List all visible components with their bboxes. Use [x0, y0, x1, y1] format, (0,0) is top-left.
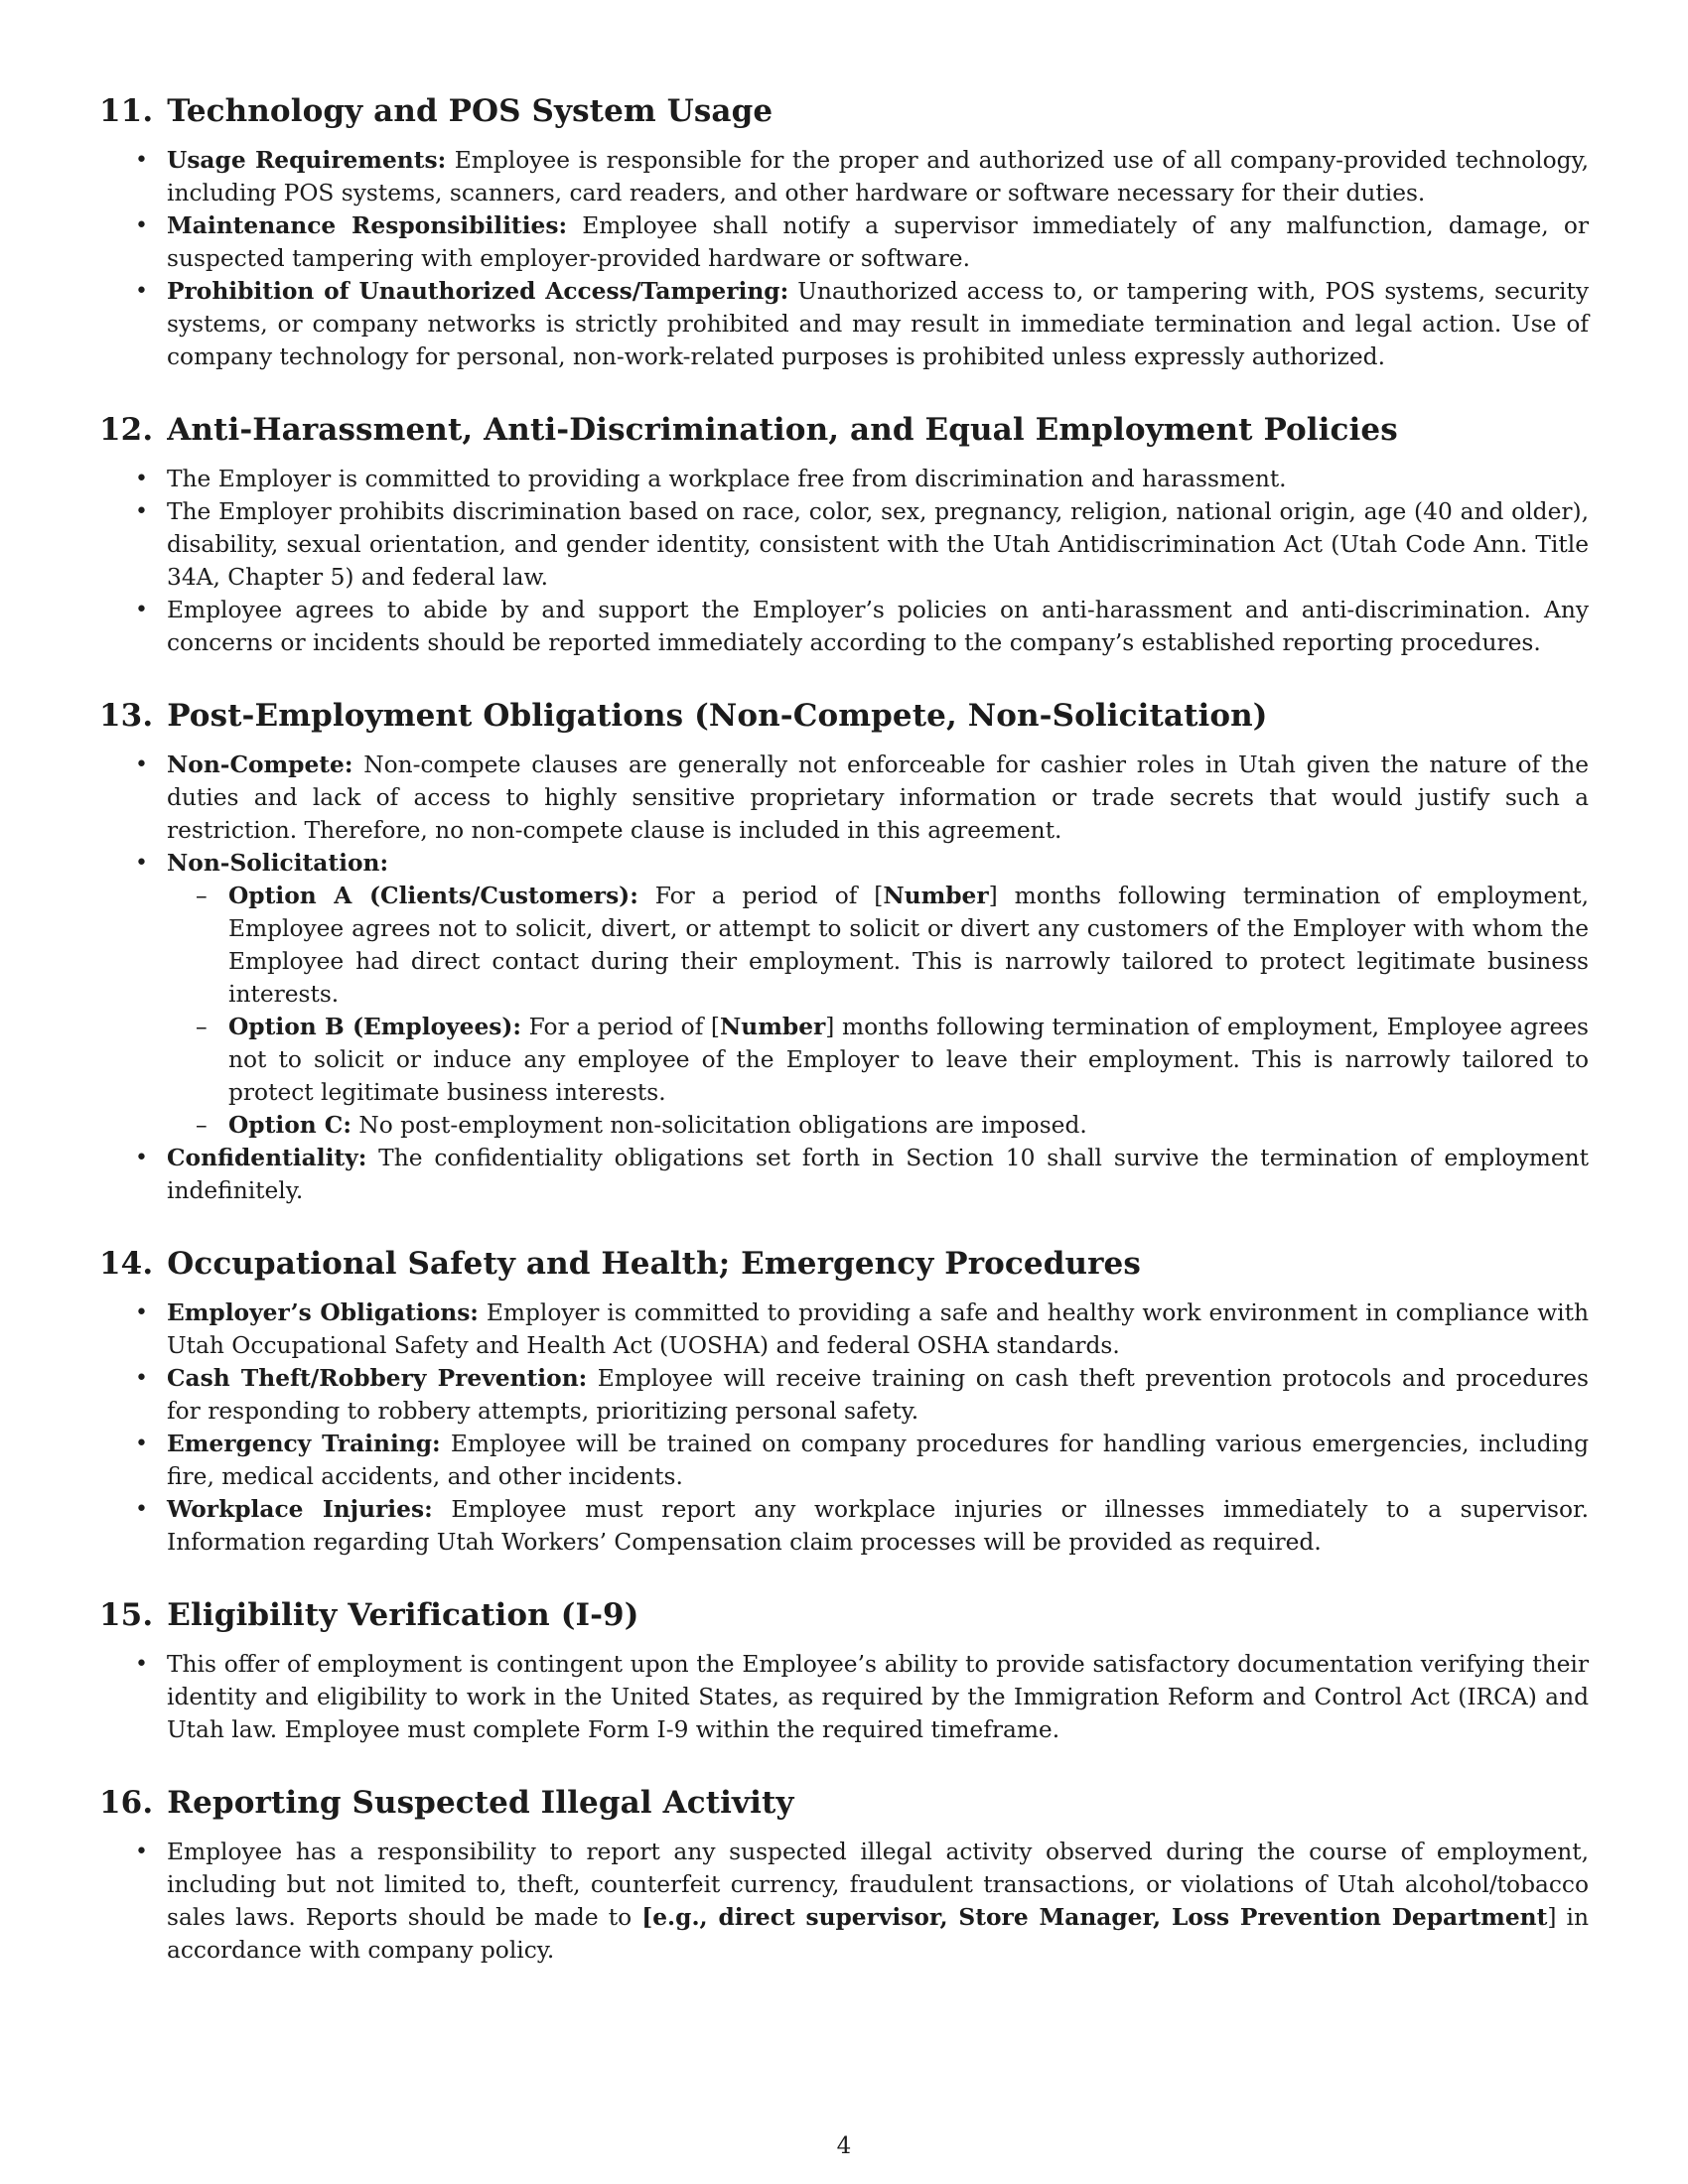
item-label: Non-Solicitation: — [167, 850, 389, 877]
section-heading — [99, 91, 1589, 131]
item-text: The confidentiality obligations set forth in Section 10 shall survive the termination of employment indefinitely. — [167, 1145, 1589, 1204]
section-15 — [99, 1595, 1589, 1746]
placeholder-text: [e.g., direct supervisor, Store Manager, Loss Prevention Department — [641, 1904, 1548, 1931]
sub-item-text: ] months following termination of employment, Employee agrees not to solicit, divert, or attempt to solicit or divert any customers of the Employer with whom the Employee had direct contact during their employment. This is narrowly tailored to protect legitimate business interests. — [228, 883, 1590, 1008]
item-text: Employee has a responsibility to report any suspected illegal activity observed during the course of employment, including but not limited to, theft, counterfeit currency, fraudulent transactions, or violations of Utah alcohol/tobacco sales laws. Reports should be made to — [167, 1839, 1589, 1931]
section-number: 12. — [99, 412, 154, 448]
document-body — [99, 91, 1589, 2003]
item-text: Employee will be trained on company procedures for handling various emergencies, including fire, medical accidents, and other incidents. — [167, 1431, 1589, 1490]
item-text: Employer is committed to providing a safe and healthy work environment in compliance with Utah Occupational Safety and Health Act (UOSHA) and federal OSHA standards. — [167, 1299, 1590, 1359]
item-text: Unauthorized access to, or tampering with, POS systems, security systems, or company networks is strictly prohibited and may result in immediate termination and legal action. Use of company technology for personal, non-work-related purposes is prohibited unless expressly authorized. — [167, 278, 1589, 370]
sub-item-text: For a period of [ — [654, 883, 884, 909]
section-title: Eligibility Verification (I-9) — [167, 1597, 639, 1633]
list-item — [99, 463, 1589, 495]
section-number: 16. — [99, 1785, 154, 1821]
item-label: Workplace Injuries: — [167, 1496, 433, 1523]
item-text: The Employer prohibits discrimination based on race, color, sex, pregnancy, religion, national origin, age (40 and older), disability, sexual orientation, and gender identity, consistent with the Utah Antidiscrimination Act (Utah Code Ann. Title 34A, Chapter 5) and federal law. — [167, 498, 1589, 591]
list-item — [99, 1836, 1589, 1967]
section-heading — [99, 410, 1589, 450]
section-16 — [99, 1783, 1589, 1967]
item-text: Non-compete clauses are generally not enforceable for cashier roles in Utah given the nature of the duties and lack of access to highly sensitive proprietary information or trade secrets that would justify such a restriction. Therefore, no non-compete clause is included in this agreement. — [167, 751, 1590, 844]
section-number: 11. — [99, 93, 154, 129]
item-label: Cash Theft/Robbery Prevention: — [167, 1365, 588, 1392]
page-number: 4 — [836, 2133, 852, 2159]
list-item — [99, 275, 1589, 373]
placeholder-text: Number — [720, 1014, 826, 1040]
sub-list-item — [167, 1011, 1589, 1109]
item-text: This offer of employment is contingent upon the Employee’s ability to provide satisfactory documentation verifying their identity and eligibility to work in the United States, as required by the Immigration Reform and Control Act (IRCA) and Utah law. Employee must complete Form I-9 within the required timeframe. — [167, 1651, 1589, 1743]
item-label: Employer’s Obligations: — [167, 1299, 479, 1326]
sub-list-item — [167, 1109, 1589, 1142]
section-heading — [99, 1595, 1589, 1635]
section-heading — [99, 696, 1589, 736]
sub-item-text: No post-employment non-solicitation obligations are imposed. — [358, 1112, 1087, 1139]
item-text: ] in accordance with company policy. — [167, 1904, 1589, 1964]
sub-list — [167, 880, 1589, 1142]
section-title: Occupational Safety and Health; Emergency Procedures — [167, 1246, 1141, 1282]
list-item — [99, 1362, 1589, 1428]
list-item — [99, 1648, 1589, 1746]
section-heading — [99, 1244, 1589, 1284]
item-text: Employee is responsible for the proper and authorized use of all company-provided technology, including POS systems, scanners, card readers, and other hardware or software necessary for their duties. — [167, 147, 1589, 206]
sub-item-text: For a period of [ — [528, 1014, 721, 1040]
item-text: The Employer is committed to providing a workplace free from discrimination and harassment. — [167, 466, 1287, 492]
item-label: Maintenance Responsibilities: — [167, 212, 568, 239]
placeholder-text: Number — [883, 883, 989, 909]
list-item — [99, 1297, 1589, 1362]
list-item — [99, 495, 1589, 594]
sub-item-label: Option C: — [228, 1112, 352, 1139]
item-text: Employee agrees to abide by and support the Employer’s policies on anti-harassment and anti-discrimination. Any concerns or incidents should be reported immediately according to the company’s established reporting procedures. — [167, 597, 1589, 656]
section-title: Anti-Harassment, Anti-Discrimination, and Equal Employment Policies — [167, 412, 1398, 448]
sub-list-item — [167, 880, 1589, 1011]
list-item — [99, 847, 1589, 1142]
item-text: Employee shall notify a supervisor immediately of any malfunction, damage, or suspected tampering with employer-provided hardware or software. — [167, 212, 1589, 272]
section-11 — [99, 91, 1589, 373]
item-label: Emergency Training: — [167, 1431, 441, 1457]
list-item — [99, 749, 1589, 847]
list-item — [99, 209, 1589, 275]
item-label: Non-Compete: — [167, 751, 353, 778]
section-title: Reporting Suspected Illegal Activity — [167, 1785, 794, 1821]
section-number: 15. — [99, 1597, 154, 1633]
list-item — [99, 1493, 1589, 1559]
section-12 — [99, 410, 1589, 659]
list-item — [99, 1428, 1589, 1493]
item-text: Employee will receive training on cash theft prevention protocols and procedures for responding to robbery attempts, prioritizing personal safety. — [167, 1365, 1590, 1425]
sub-item-text: ] months following termination of employment, Employee agrees not to solicit or induce any employee of the Employer to leave their employment. This is narrowly tailored to protect legitimate business interests. — [228, 1014, 1589, 1106]
section-14 — [99, 1244, 1589, 1559]
item-label: Prohibition of Unauthorized Access/Tampering: — [167, 278, 789, 305]
sub-item-label: Option B (Employees): — [228, 1014, 522, 1040]
section-number: 14. — [99, 1246, 154, 1282]
item-label: Usage Requirements: — [167, 147, 447, 174]
item-text: Employee must report any workplace injuries or illnesses immediately to a supervisor. Information regarding Utah Workers’ Compensation claim processes will be provided as required. — [167, 1496, 1590, 1556]
list-item — [99, 594, 1589, 659]
section-13 — [99, 696, 1589, 1207]
list-item — [99, 1142, 1589, 1207]
section-title: Technology and POS System Usage — [167, 93, 774, 129]
item-label: Confidentiality: — [167, 1145, 367, 1171]
section-number: 13. — [99, 698, 154, 734]
section-title: Post-Employment Obligations (Non-Compete, Non-Solicitation) — [167, 698, 1268, 734]
list-item — [99, 144, 1589, 209]
sub-item-label: Option A (Clients/Customers): — [228, 883, 638, 909]
section-heading — [99, 1783, 1589, 1823]
